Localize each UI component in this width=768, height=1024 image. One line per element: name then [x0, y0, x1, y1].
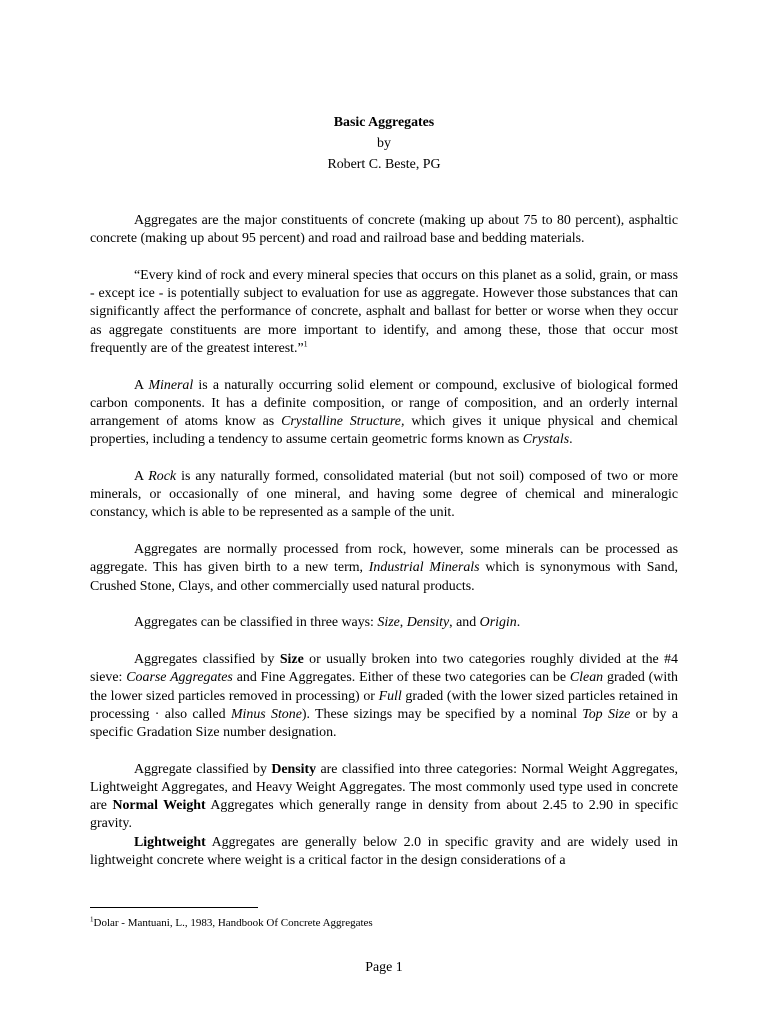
paragraph-intro	[90, 212, 678, 248]
page-number: Page 1	[365, 960, 403, 975]
text-run: graded (with the lower sized particles retained in processing · also called	[90, 688, 678, 722]
footnote-ref: 1	[303, 339, 308, 349]
footnote-marker: 1	[90, 915, 94, 924]
text-run: is any naturally formed, consolidated material (but not soil) composed of two or more minerals, or occasionally of one mineral, and having some degree of chemical and mineralogic constancy, which is able to be represented as a sample of the unit.	[90, 469, 678, 521]
author-name: Robert C. Beste, PG	[327, 157, 441, 172]
term-origin: Origin	[479, 615, 517, 631]
footnote-divider	[90, 907, 258, 908]
paragraph-industrial-minerals	[90, 541, 678, 596]
text-run: Aggregates which generally range in density from about 2.45 to 2.90 in specific gravity.	[90, 798, 679, 832]
paragraph-classification	[90, 614, 678, 632]
paragraph-intro-text: Aggregates are the major constituents of concrete (making up about 75 to 80 percent), asphaltic concrete (making up about 95 percent) and road and railroad base and bedding materials.	[90, 213, 678, 247]
text-run: .	[516, 615, 521, 631]
text-run: , and	[449, 615, 480, 631]
text-run: A	[134, 469, 149, 485]
paragraph-lightweight	[90, 834, 678, 870]
text-run: Aggregates are normally processed from rock, however, some minerals can be processed as aggregate. This has given birth to a new term,	[90, 542, 678, 576]
byline-by: by	[377, 136, 391, 151]
bold-normal-weight: Normal Weight	[112, 798, 206, 814]
term-full: Full	[378, 688, 402, 704]
term-coarse-aggregates: Coarse Aggregates	[126, 670, 233, 686]
paragraph-quote	[90, 267, 678, 358]
quote-text: “Every kind of rock and every mineral species that occurs on this planet as a solid, grain, or mass - except ice - is potentially subject to evaluation for use as aggregate. However those substances that can significantly affect the performance of concrete, asphalt and ballast for better or worse when they occur as aggregate constituents are more important to identify, and among these, those that occur most frequently are of the greatest interest.”	[90, 268, 678, 356]
text-run: .	[569, 432, 573, 448]
bold-density: Density	[271, 761, 317, 777]
document-title: Basic Aggregates	[333, 115, 435, 130]
text-run: Aggregates classified by	[134, 652, 280, 668]
term-clean: Clean	[569, 670, 604, 686]
term-crystals: Crystals	[522, 432, 570, 448]
footnote-text: Dolar - Mantuani, L., 1983, Handbook Of Concrete Aggregates	[93, 917, 373, 929]
text-run: Aggregates can be classified in three ways:	[134, 615, 378, 631]
bold-size: Size	[279, 652, 304, 668]
term-industrial-minerals: Industrial Minerals	[368, 560, 480, 576]
term-rock: Rock	[148, 469, 177, 485]
body-text	[90, 212, 678, 870]
term-crystalline-structure: Crystalline Structure,	[281, 414, 405, 430]
title-block	[0, 112, 768, 175]
term-top-size: Top Size	[582, 706, 631, 722]
text-run: which is synonymous with Sand, Crushed Stone, Clays, and other commercially used natural products.	[90, 560, 678, 594]
text-run: which gives it unique physical and chemical properties, including a tendency to assume certain geometric forms known as	[90, 414, 679, 448]
paragraph-size	[90, 651, 678, 742]
term-density: Density	[406, 615, 450, 631]
text-run: ). These sizings may be specified by a nominal	[301, 706, 583, 722]
text-run: ,	[399, 615, 407, 631]
text-run: or usually broken into two categories roughly divided at the #4 sieve:	[90, 652, 678, 686]
term-minus-stone: Minus Stone	[230, 706, 302, 722]
text-run: Aggregates are generally below 2.0 in specific gravity and are widely used in lightweight concrete where weight is a critical factor in the design considerations of a	[90, 834, 678, 868]
footnote	[90, 916, 373, 930]
text-run: Aggregate classified by	[134, 761, 272, 777]
paragraph-mineral	[90, 377, 678, 450]
text-run: is a naturally occurring solid element or compound, exclusive of biological formed carbon components. It has a definite composition, or range of composition, and an orderly internal arrangement of atoms know as	[90, 377, 678, 430]
text-run: A	[134, 377, 149, 393]
text-run: graded (with the lower sized particles removed in processing) or	[90, 670, 679, 704]
text-run: and Fine Aggregates. Either of these two categories can be	[232, 670, 570, 686]
bold-lightweight: Lightweight	[134, 834, 206, 850]
text-run: are classified into three categories: Normal Weight Aggregates, Lightweight Aggregates, and Heavy Weight Aggregates. The most commonly used type used in concrete are	[90, 761, 678, 814]
paragraph-rock	[90, 468, 678, 523]
text-run: or by a specific Gradation Size number designation.	[90, 706, 678, 741]
paragraph-density	[90, 761, 678, 834]
term-size: Size	[377, 615, 400, 631]
term-mineral: Mineral	[148, 377, 194, 393]
